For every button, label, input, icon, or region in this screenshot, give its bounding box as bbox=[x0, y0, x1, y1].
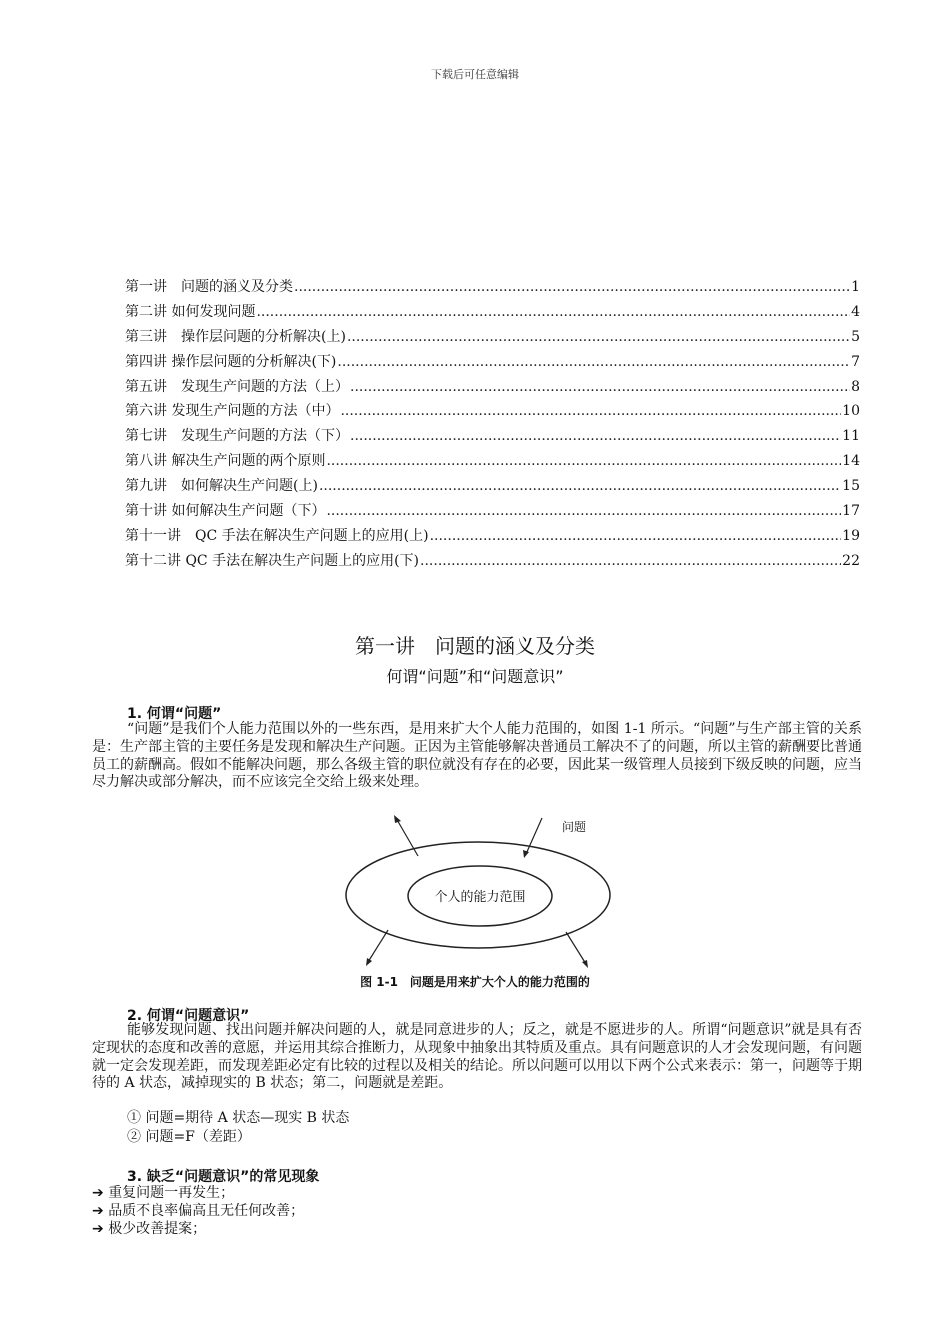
toc-entry-page: 19 bbox=[842, 527, 860, 544]
toc-leader-dots bbox=[294, 275, 850, 300]
toc-leader-dots bbox=[350, 424, 841, 449]
inner-ellipse-label: 个人的能力范围 bbox=[434, 890, 526, 905]
chapter-title: 第一讲 问题的涵义及分类 bbox=[355, 634, 595, 658]
toc-entry[interactable] bbox=[125, 350, 860, 375]
toc-entry-page: 1 bbox=[851, 279, 860, 295]
formula-1: ① 问题=期待 A 状态—现实 B 状态 bbox=[127, 1110, 350, 1126]
toc-entry-title: 第二讲 如何发现问题 bbox=[125, 303, 256, 320]
toc-entry-page: 10 bbox=[842, 403, 860, 420]
toc-entry-page: 22 bbox=[842, 552, 860, 569]
toc-entry[interactable] bbox=[125, 449, 860, 474]
section-2-heading: 2. 何谓“问题意识” bbox=[127, 1008, 250, 1024]
toc-entry[interactable] bbox=[125, 549, 860, 574]
list-item: ➔ 品质不良率偏高且无任何改善； bbox=[92, 1203, 305, 1219]
section-3-heading: 3. 缺乏“问题意识”的常见现象 bbox=[127, 1169, 320, 1185]
toc-entry-title: 第七讲 发现生产问题的方法（下） bbox=[125, 428, 349, 445]
table-of-contents bbox=[125, 275, 860, 574]
toc-entry[interactable] bbox=[125, 424, 860, 449]
toc-entry-page: 14 bbox=[842, 453, 860, 470]
toc-entry-title: 第十二讲 QC 手法在解决生产问题上的应用(下) bbox=[125, 552, 420, 569]
toc-entry-page: 5 bbox=[851, 328, 860, 345]
chapter-subtitle: 何谓“问题”和“问题意识” bbox=[386, 667, 564, 686]
toc-entry-page: 4 bbox=[851, 303, 860, 320]
outer-problem-label: 问题 bbox=[562, 820, 587, 834]
figure-caption: 图 1-1 问题是用来扩大个人的能力范围的 bbox=[360, 975, 590, 989]
toc-leader-dots bbox=[319, 474, 841, 499]
formula-2: ② 问题=F（差距） bbox=[127, 1129, 251, 1145]
arrow-right-icon: ➔ bbox=[92, 1221, 104, 1237]
toc-entry-title: 第八讲 解决生产问题的两个原则 bbox=[125, 453, 326, 470]
toc-leader-dots bbox=[350, 375, 850, 400]
toc-leader-dots bbox=[347, 325, 850, 350]
arrow-top-right-head bbox=[523, 850, 529, 858]
toc-entry-title: 第十讲 如何解决生产问题（下） bbox=[125, 503, 326, 520]
toc-entry-title: 第十一讲 QC 手法在解决生产问题上的应用(上) bbox=[125, 527, 429, 544]
toc-entry-title: 第九讲 如何解决生产问题(上) bbox=[125, 478, 318, 495]
toc-entry-page: 17 bbox=[842, 503, 860, 520]
arrow-bottom-right bbox=[566, 932, 586, 964]
toc-entry-title: 第六讲 发现生产问题的方法（中） bbox=[125, 403, 340, 420]
toc-entry[interactable] bbox=[125, 524, 860, 549]
arrow-bottom-right-head bbox=[582, 960, 588, 968]
toc-entry-page: 11 bbox=[842, 428, 860, 445]
toc-leader-dots bbox=[340, 399, 841, 424]
toc-leader-dots bbox=[326, 449, 841, 474]
arrow-bottom-left-head bbox=[366, 958, 372, 966]
toc-entry-title: 第三讲 操作层问题的分析解决(上) bbox=[125, 328, 346, 345]
arrow-bottom-left bbox=[368, 930, 388, 962]
toc-leader-dots bbox=[326, 499, 841, 524]
toc-entry-page: 7 bbox=[851, 353, 860, 370]
toc-entry[interactable] bbox=[125, 499, 860, 524]
arrow-right-icon: ➔ bbox=[92, 1203, 104, 1219]
figure-ability-range bbox=[330, 812, 630, 972]
section-1-heading: 1. 何谓“问题” bbox=[127, 706, 222, 722]
toc-entry-page: 15 bbox=[842, 478, 860, 495]
section-1-body: “问题”是我们个人能力范围以外的一些东西，是用来扩大个人能力范围的，如图 1-1 所示。“问题”与生产部主管的关系是：生产部主管的主要任务是发现和解决生产问题。正因为主管能够解决普通员工解决不了的问题，所以主管的薪酬要比普通员工的薪酬高。假如不能解决问题，那么各级主管的职位就没有存在的必要，因此某一级管理人员接到下级反映的问题，应当尽力解决或部分解决，而不应该完全交给上级来处理。 bbox=[92, 721, 862, 791]
toc-entry-page: 8 bbox=[851, 378, 860, 395]
toc-entry[interactable] bbox=[125, 300, 860, 325]
toc-leader-dots bbox=[337, 350, 850, 375]
arrow-right-icon: ➔ bbox=[92, 1185, 104, 1201]
page-header: 下载后可任意编辑 bbox=[431, 68, 519, 81]
list-item: ➔ 极少改善提案； bbox=[92, 1221, 207, 1237]
toc-entry[interactable] bbox=[125, 474, 860, 499]
toc-entry[interactable] bbox=[125, 375, 860, 400]
toc-leader-dots bbox=[430, 524, 842, 549]
toc-entry[interactable] bbox=[125, 275, 860, 300]
toc-leader-dots bbox=[420, 549, 841, 574]
toc-entry-title: 第四讲 操作层问题的分析解决(下) bbox=[125, 353, 337, 370]
toc-entry[interactable] bbox=[125, 399, 860, 424]
section-2-body: 能够发现问题、找出问题并解决问题的人，就是同意进步的人；反之，就是不愿进步的人。所谓“问题意识”就是具有否定现状的态度和改善的意愿，并运用其综合推断力，从现象中抽象出其特质及重点。具有问题意识的人才会发现问题，有问题就一定会发现差距，而发现差距必定有比较的过程以及相关的结论。所以问题可以用以下两个公式来表示：第一，问题等于期待的 A 状态，减掉现实的 B 状态；第二，问题就是差距。 bbox=[92, 1022, 862, 1092]
toc-entry-title: 第一讲 问题的涵义及分类 bbox=[125, 279, 293, 295]
list-item: ➔ 重复问题一再发生； bbox=[92, 1185, 235, 1201]
toc-leader-dots bbox=[256, 300, 850, 325]
toc-entry[interactable] bbox=[125, 325, 860, 350]
toc-entry-title: 第五讲 发现生产问题的方法（上） bbox=[125, 378, 349, 395]
arrow-top-left-head bbox=[394, 815, 401, 823]
